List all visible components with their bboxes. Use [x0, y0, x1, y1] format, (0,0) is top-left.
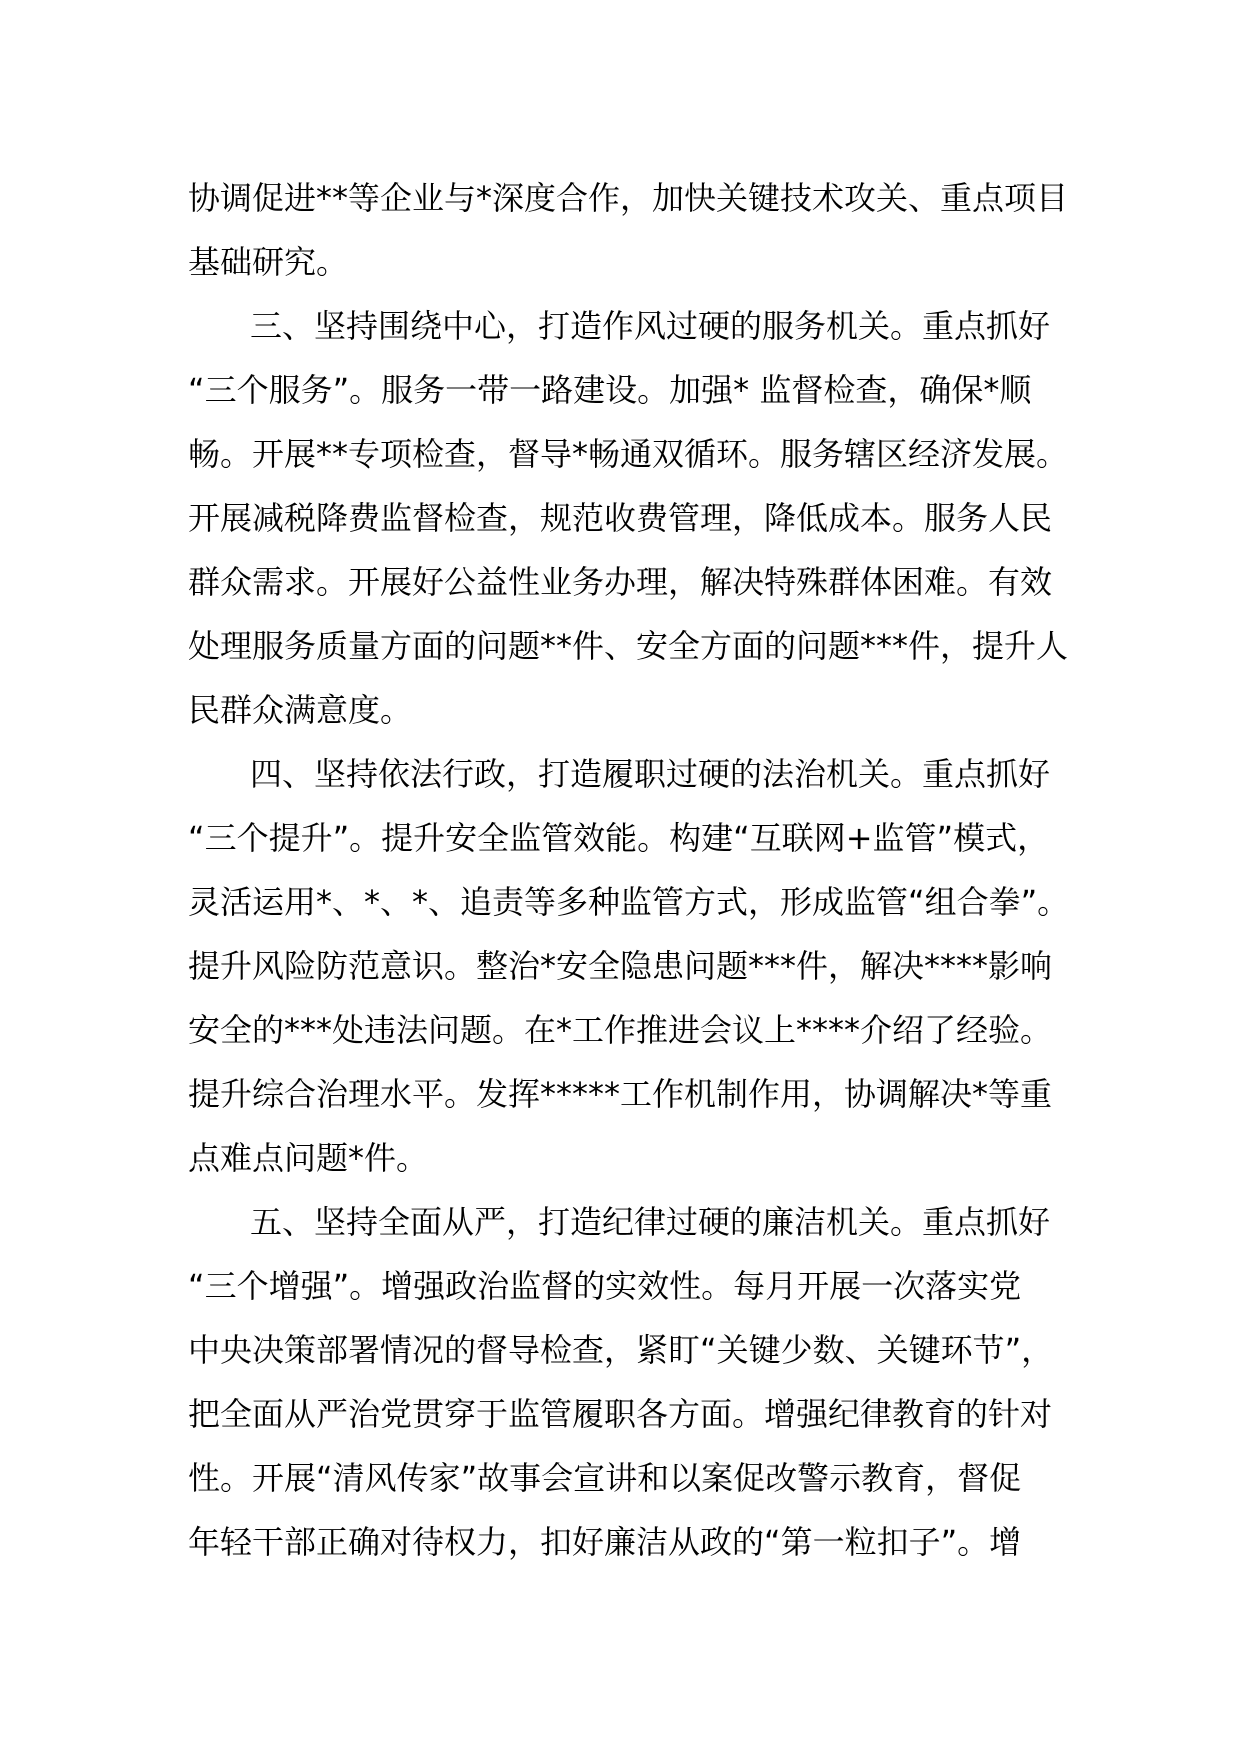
text-line: 提升综合治理水平。发挥*****工作机制作用，协调解决*等重 — [188, 1075, 1053, 1113]
text-line: 年轻干部正确对待权力，扣好廉洁从政的“第一粒扣子”。增 — [188, 1523, 1022, 1561]
document-body — [188, 166, 1088, 1574]
text-line: 把全面从严治党贯穿于监管履职各方面。增强纪律教育的针对 — [188, 1395, 1053, 1433]
text-line: 五、坚持全面从严，打造纪律过硬的廉洁机关。重点抓好 — [250, 1203, 1051, 1241]
text-line: 畅。开展**专项检查，督导*畅通双循环。服务辖区经济发展。 — [188, 435, 1069, 473]
text-line: 民群众满意度。 — [188, 691, 413, 729]
text-line: “三个服务”。服务一带一路建设。加强* 监督检查，确保*顺 — [188, 371, 1032, 409]
text-line: 三、坚持围绕中心，打造作风过硬的服务机关。重点抓好 — [250, 307, 1051, 345]
text-line: 性。开展“清风传家”故事会宣讲和以案促改警示教育，督促 — [188, 1459, 1022, 1497]
text-line: “三个提升”。提升安全监管效能。构建“互联网+监管”模式， — [188, 819, 1050, 857]
text-line: 群众需求。开展好公益性业务办理，解决特殊群体困难。有效 — [188, 563, 1053, 601]
text-line: 协调促进**等企业与*深度合作，加快关键技术攻关、重点项目 — [188, 179, 1069, 217]
text-line: “三个增强”。增强政治监督的实效性。每月开展一次落实党 — [188, 1267, 1022, 1305]
text-line: 点难点问题*件。 — [188, 1139, 429, 1177]
text-line: 提升风险防范意识。整治*安全隐患问题***件，解决****影响 — [188, 947, 1053, 985]
text-line: 安全的***处违法问题。在*工作推进会议上****介绍了经验。 — [188, 1011, 1053, 1049]
text-line: 灵活运用*、*、*、追责等多种监管方式，形成监管“组合拳”。 — [188, 883, 1070, 921]
text-line: 处理服务质量方面的问题**件、安全方面的问题***件，提升人 — [188, 627, 1069, 665]
text-line: 开展减税降费监督检查，规范收费管理，降低成本。服务人民 — [188, 499, 1053, 537]
text-line: 四、坚持依法行政，打造履职过硬的法治机关。重点抓好 — [250, 755, 1051, 793]
text-line: 基础研究。 — [188, 243, 349, 281]
text-line: 中央决策部署情况的督导检查，紧盯“关键少数、关键环节”， — [188, 1331, 1054, 1369]
